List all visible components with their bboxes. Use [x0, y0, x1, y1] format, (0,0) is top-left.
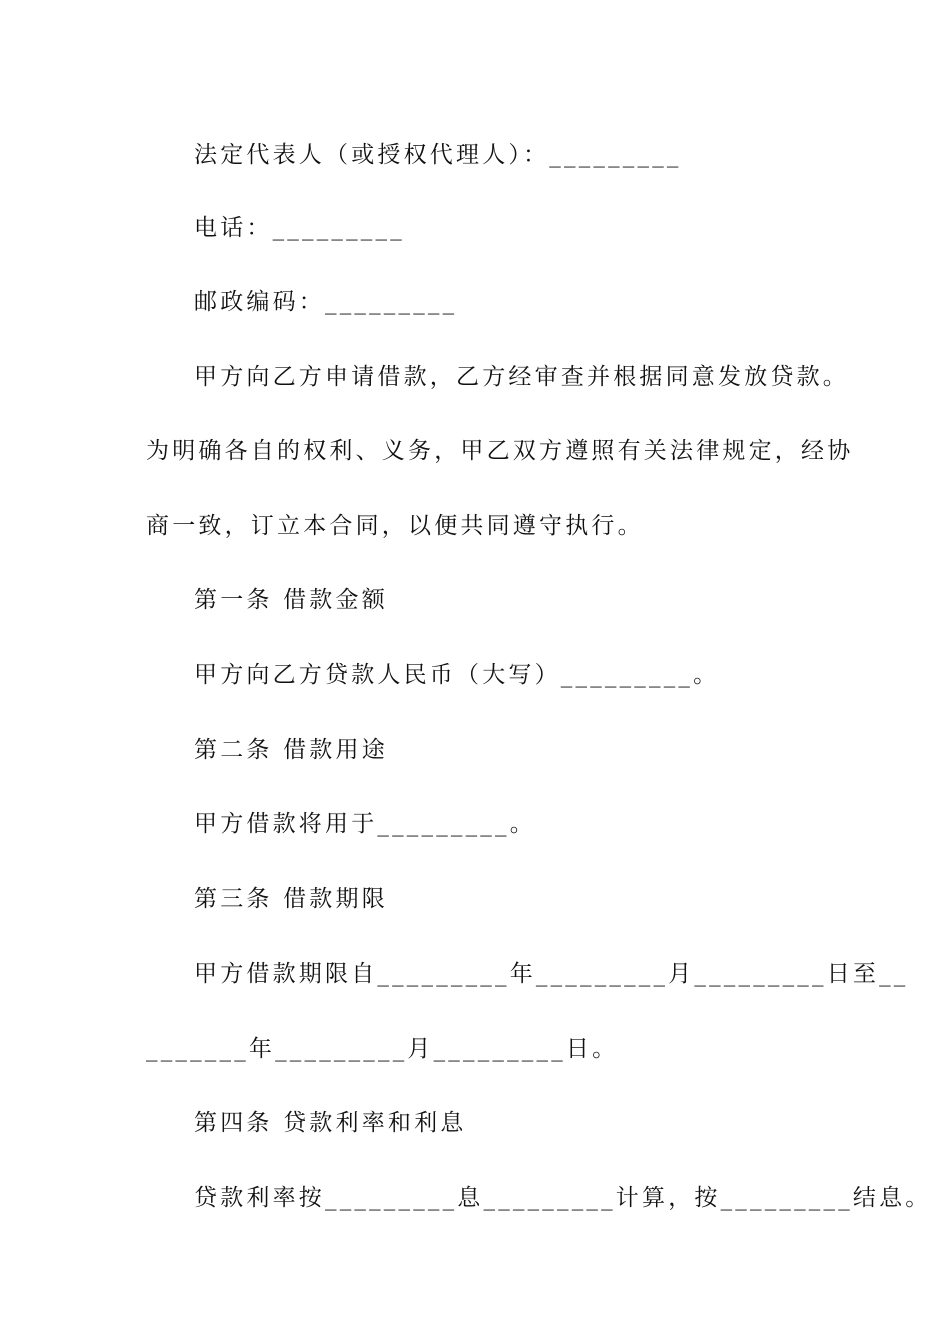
article-3-heading: 第三条 借款期限 — [194, 886, 388, 912]
article-4-heading: 第四条 贷款利率和利息 — [194, 1110, 467, 1136]
preamble-line-2: 为明确各自的权利、义务，甲乙双方遵照有关法律规定，经协 — [146, 438, 854, 464]
preamble-line-3: 商一致，订立本合同，以便共同遵守执行。 — [146, 513, 644, 539]
article-3-text-line-2: _______年_________月_________日。 — [146, 1036, 619, 1062]
legal-representative-line: 法定代表人（或授权代理人）：_________ — [194, 142, 682, 168]
phone-line: 电话：_________ — [194, 215, 405, 241]
preamble-line-1: 甲方向乙方申请借款，乙方经审查并根据同意发放贷款。 — [194, 364, 849, 390]
postal-code-line: 邮政编码：_________ — [194, 289, 458, 315]
article-4-text: 贷款利率按_________息_________计算，按_________结息。 — [194, 1185, 932, 1211]
article-2-heading: 第二条 借款用途 — [194, 737, 388, 763]
article-3-text-line-1: 甲方借款期限自_________年_________月_________日至__ — [194, 961, 909, 987]
article-1-heading: 第一条 借款金额 — [194, 587, 388, 613]
article-1-text: 甲方向乙方贷款人民币（大写）_________。 — [194, 662, 720, 688]
article-2-text: 甲方借款将用于_________。 — [194, 811, 536, 837]
